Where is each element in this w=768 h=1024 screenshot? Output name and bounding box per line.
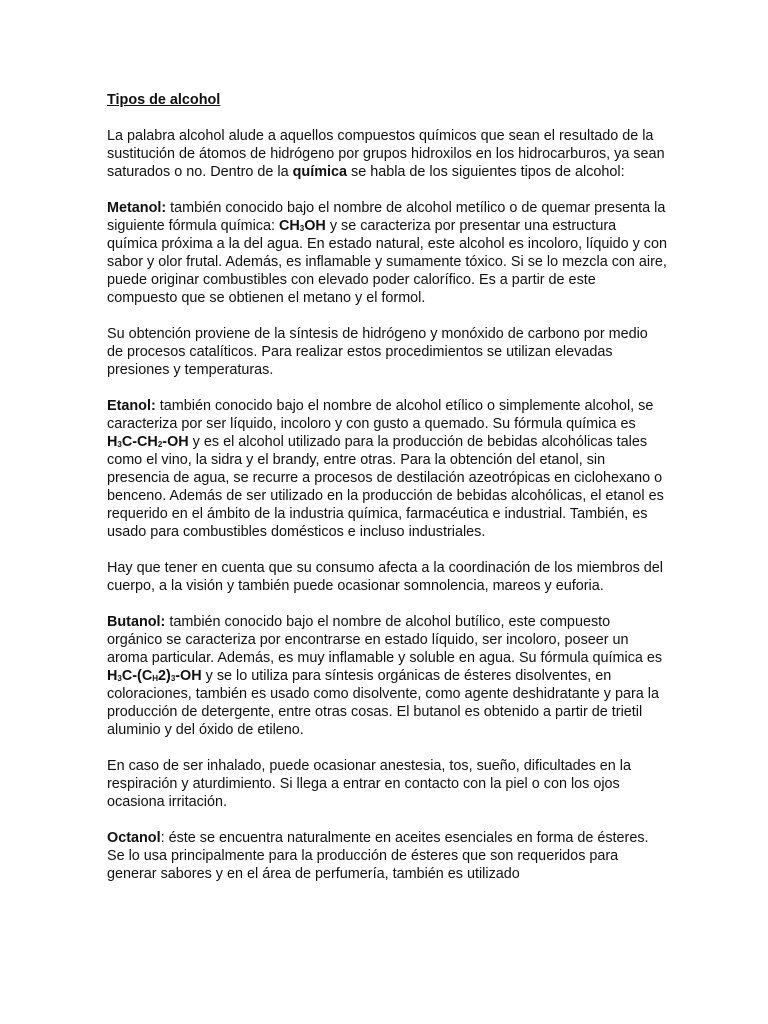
butanol-formula-sub-3: 3: [170, 674, 176, 683]
butanol-formula-sub-2: H: [152, 674, 159, 683]
butanol-text-1: también conocido bajo el nombre de alcohol butílico, este compuesto orgánico se caracteriza por encontrarse en estado líquido, ser incoloro, poseer un aroma particular. Además, es muy inflamable y soluble en agua. Su fórmula química es: [107, 614, 663, 666]
butanol-paragraph: [107, 613, 667, 739]
metanol-text-1: también conocido bajo el nombre de alcohol metílico o de quemar presenta la siguiente fórmula química:: [107, 200, 666, 234]
butanol-inhalado-paragraph: En caso de ser inhalado, puede ocasionar anestesia, tos, sueño, dificultades en la respiración y aturdimiento. Si llega a entrar en contacto con la piel o con los ojos ocasiona irritación.: [107, 758, 632, 810]
intro-paragraph: [107, 127, 667, 181]
metanol-term: Metanol:: [107, 200, 167, 216]
butanol-formula-sub-1: 3: [117, 674, 122, 683]
document-body: [107, 91, 667, 901]
butanol-formula-part-3: 2): [158, 668, 171, 684]
metanol-obtencion-paragraph: Su obtención proviene de la síntesis de hidrógeno y monóxido de carbono por medio de procesos catalíticos. Para realizar estos procedimientos se utilizan elevadas presiones y temperaturas.: [107, 326, 648, 378]
intro-bold-quimica: química: [292, 164, 347, 180]
metanol-formula-sub: 3: [299, 224, 305, 233]
etanol-text-2: y es el alcohol utilizado para la producción de bebidas alcohólicas tales como el vino, la sidra y el brandy, entre otras. Para la obtención del etanol, sin presencia de agua, se recurre a procesos de destilación azeotrópicas en ciclohexano o benceno. Además de ser utilizado en la producción de bebidas alcohólicas, el etanol es requerido en el ámbito de la industria química, farmacéutica e industrial. También, es usado para combustibles domésticos e incluso industriales.: [107, 434, 664, 540]
intro-text-2: se habla de los siguientes tipos de alcohol:: [347, 164, 625, 180]
octanol-term: Octanol: [107, 830, 161, 846]
etanol-formula-sub-2: 2: [157, 440, 163, 449]
metanol-formula-a: CH: [278, 218, 300, 234]
etanol-formula-sub-1: 3: [117, 440, 122, 449]
metanol-formula-b: OH: [304, 218, 326, 234]
butanol-term: Butanol:: [107, 614, 166, 630]
intro-text-1: La palabra alcohol alude a aquellos compuestos químicos que sean el resultado de la sustitución de átomos de hidrógeno por grupos hidroxilos en los hidrocarburos, ya sean saturados o no. Dentro de la: [107, 128, 665, 180]
etanol-formula-part-1: H: [107, 434, 118, 450]
metanol-text-2: y se caracteriza por presentar una estructura química próxima a la del agua. En estado natural, este alcohol es incoloro, líquido y con sabor y olor frutal. Además, es inflamable y sumamente tóxico. Si se lo mezcla con aire, puede originar combustibles con elevado poder calorífico. Es a partir de este compuesto que se obtienen el metano y el formol.: [107, 218, 667, 306]
octanol-text-1: : éste se encuentra naturalmente en aceites esenciales en forma de ésteres. Se lo usa principalmente para la producción de ésteres que son requeridos para generar sabores y en el área de perfumería, también es utilizado: [107, 830, 649, 882]
etanol-text-1: también conocido bajo el nombre de alcohol etílico o simplemente alcohol, se caracteriza por ser líquido, incoloro y con gusto a quemado. Su fórmula química es: [107, 398, 654, 432]
butanol-formula: [107, 668, 202, 684]
butanol-formula-part-4: -OH: [175, 668, 202, 684]
metanol-paragraph: [107, 199, 667, 307]
butanol-formula-part-1: H: [107, 668, 118, 684]
metanol-formula: [279, 218, 326, 234]
document-title: Tipos de alcohol: [107, 92, 221, 108]
etanol-formula-part-3: -OH: [162, 434, 189, 450]
etanol-term: Etanol:: [107, 398, 156, 414]
etanol-formula: [107, 434, 189, 450]
etanol-paragraph: [107, 397, 667, 541]
butanol-formula-part-2: C-(C: [121, 668, 153, 684]
octanol-paragraph: [107, 829, 667, 883]
etanol-formula-part-2: C-CH: [121, 434, 158, 450]
etanol-consumo-paragraph: Hay que tener en cuenta que su consumo afecta a la coordinación de los miembros del cuerpo, a la visión y también puede ocasionar somnolencia, mareos y euforia.: [107, 560, 663, 594]
butanol-text-2: y se lo utiliza para síntesis orgánicas de ésteres disolventes, en coloraciones, también es usado como disolvente, como agente deshidratante y para la producción de detergente, entre otras cosas. El butanol es obtenido a partir de trietil aluminio y del óxido de etileno.: [107, 668, 659, 738]
